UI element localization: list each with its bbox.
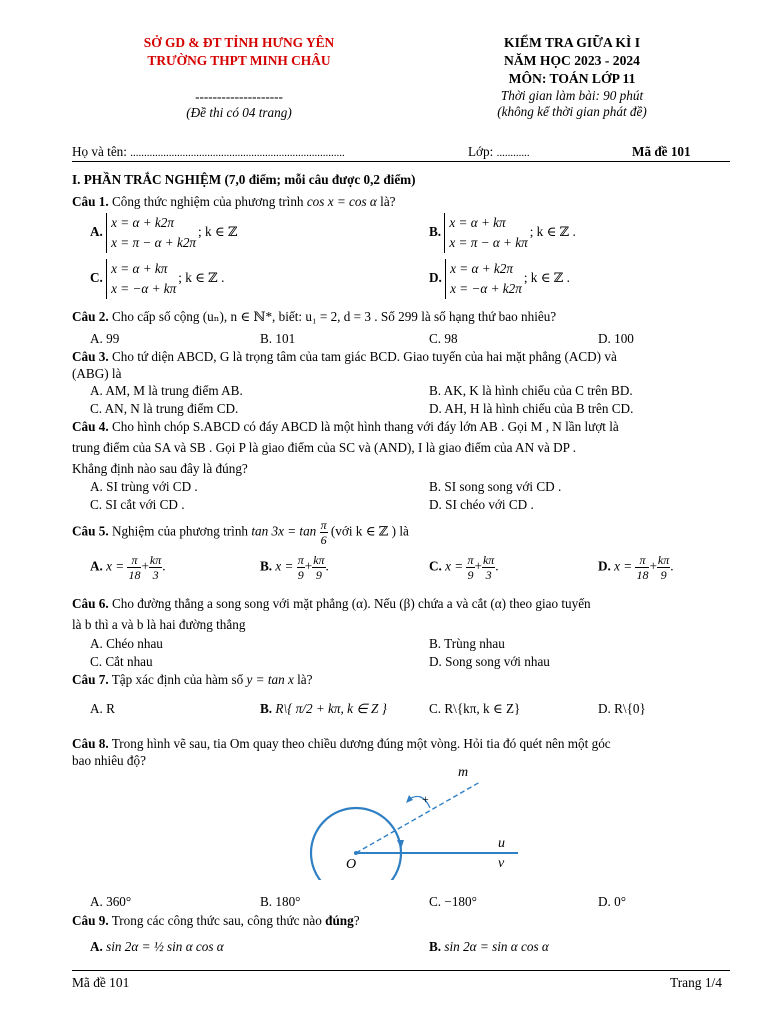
q5-d-d1: 18: [636, 568, 649, 582]
q1-c-k: ; k ∈ ℤ .: [178, 270, 225, 286]
q5-a-frac1: [127, 553, 141, 582]
q2-option-b[interactable]: B. 101: [260, 331, 296, 346]
q2-option-a[interactable]: A. 99: [90, 331, 120, 346]
q7-option-a[interactable]: A. R: [90, 701, 115, 716]
q3-option-b[interactable]: B. AK, K là hình chiếu của C trên BD.: [429, 383, 633, 398]
q9-label: Câu 9.: [72, 913, 109, 928]
q1-d-row1: x = α + k2π: [450, 261, 513, 276]
label-o: O: [346, 857, 357, 872]
q1-option-b[interactable]: [429, 213, 576, 253]
label-plus: +: [422, 792, 429, 806]
q4-option-c[interactable]: C. SI cắt với CD .: [90, 497, 185, 512]
q9-a-letter: A.: [90, 939, 103, 954]
q5-d-d2: 9: [660, 568, 667, 582]
q1-label: Câu 1.: [72, 194, 109, 209]
q5-d-letter: D.: [598, 558, 611, 574]
q8-figure: [300, 760, 540, 880]
school-year: NĂM HỌC 2023 - 2024: [504, 53, 640, 68]
header-dashes: --------------------: [195, 89, 283, 104]
q5-d-frac1: [635, 553, 649, 582]
school-name: TRƯỜNG THPT MINH CHÂU: [147, 53, 331, 68]
q6-option-a[interactable]: A. Chéo nhau: [90, 636, 163, 651]
q4-option-d[interactable]: D. SI chéo với CD .: [429, 497, 534, 512]
q3-label: Câu 3.: [72, 349, 109, 364]
circle-arrow-icon: [397, 840, 404, 849]
q5-b-n1: π: [297, 553, 304, 567]
q5-c-n2: kπ: [482, 553, 495, 567]
q7-equation: y = tan x: [246, 672, 294, 687]
q1-b-k: ; k ∈ ℤ .: [529, 224, 576, 240]
q5-c-n1: π: [467, 553, 474, 567]
question-9: [72, 913, 732, 929]
q5-frac: [320, 518, 328, 547]
q2-label: Câu 2.: [72, 309, 109, 324]
q8-line1: Trong hình vẽ sau, tia Om quay theo chiều dương đúng một vòng. Hỏi tia đó quét nên một góc: [111, 736, 611, 751]
q1-d-system: [445, 259, 522, 299]
q1-text: Công thức nghiệm của phương trình: [111, 194, 304, 209]
q5-c-frac2: [482, 553, 495, 582]
q1-b-row2: x = π − α + kπ: [449, 235, 528, 250]
ray-om: [356, 782, 480, 853]
name-dots: ..............................................................................: [130, 147, 345, 159]
q5-label: Câu 5.: [72, 523, 109, 539]
question-5: [72, 518, 732, 547]
q2-option-d[interactable]: D. 100: [598, 331, 634, 346]
q5-a-n1: π: [127, 553, 141, 568]
q5-a-n2: kπ: [149, 553, 162, 567]
q5-d-n1: π: [635, 553, 649, 568]
q5-text: Nghiệm của phương trình: [111, 523, 249, 539]
q1-option-a[interactable]: [90, 213, 238, 253]
q7-b-letter: B.: [260, 701, 273, 716]
q9-text: Trong các công thức sau, công thức nào: [111, 913, 322, 928]
q9-b-expr: sin 2α = sin α cos α: [444, 939, 549, 954]
question-4: [72, 419, 732, 435]
label-m: m: [458, 765, 469, 780]
q1-option-d[interactable]: [429, 259, 570, 299]
q9-option-a[interactable]: [90, 939, 224, 955]
time-note: (không kể thời gian phát đề): [497, 104, 647, 120]
q8-label: Câu 8.: [72, 736, 109, 751]
q3-option-d[interactable]: D. AH, H là hình chiếu của B trên CD.: [429, 401, 634, 416]
q1-tail: là?: [380, 194, 396, 209]
q6-option-b[interactable]: B. Trùng nhau: [429, 636, 505, 651]
q6-option-d[interactable]: D. Song song với nhau: [429, 654, 550, 669]
class-field: [468, 144, 530, 160]
header-rule: [72, 161, 730, 162]
q4-label: Câu 4.: [72, 419, 109, 434]
q7-option-d[interactable]: D. R\{0}: [598, 701, 646, 716]
q5-equation: tan 3x = tan: [251, 523, 317, 539]
q1-equation: cos x = cos α: [306, 194, 377, 209]
q1-a-letter: A.: [90, 224, 103, 240]
q5-c-d2: 3: [485, 568, 492, 582]
q7-tail: là?: [297, 672, 313, 687]
exam-title: KIỂM TRA GIỮA KÌ I: [504, 35, 640, 50]
q4-line2: trung điểm của SA và SB . Gọi P là giao điểm của SC và (AND), I là giao điểm của AN và DP .: [72, 440, 577, 455]
q3-option-a[interactable]: A. AM, M là trung điểm AB.: [90, 383, 243, 398]
q7-option-b[interactable]: [260, 701, 387, 717]
q5-b-n2: kπ: [313, 553, 325, 567]
q3-line2: (ABG) là: [72, 366, 122, 381]
q1-a-row2: x = π − α + k2π: [111, 235, 197, 250]
q1-c-row2: x = −α + kπ: [111, 281, 177, 296]
q5-option-b[interactable]: B. x = $\frac{\pi}{9}$ + $\frac{k\pi}{9}$ .: [260, 553, 329, 582]
footer-rule: [72, 970, 730, 971]
label-u: u: [498, 836, 505, 851]
q9-a-expr: sin 2α = ½ sin α cos α: [106, 939, 224, 954]
q5-b-d1: 9: [297, 568, 304, 582]
q5-a-d1: 18: [128, 568, 141, 582]
question-1: [72, 194, 732, 210]
q2-option-c[interactable]: C. 98: [429, 331, 458, 346]
q5-option-a[interactable]: A. x = $\frac{\pi}{18}$ + $\frac{k\pi}{3}$ .: [90, 553, 166, 582]
q1-option-c[interactable]: [90, 259, 224, 299]
q5-c-frac1: [466, 553, 474, 582]
department-name: SỞ GD & ĐT TỈNH HƯNG YÊN: [143, 35, 335, 50]
q5-frac-den: 6: [320, 533, 327, 547]
question-7: [72, 672, 732, 688]
q8-option-b[interactable]: B. 180°: [260, 894, 301, 909]
label-v: v: [498, 856, 505, 871]
q1-c-system: [106, 259, 176, 299]
question-8: [72, 736, 732, 752]
q6-line1: Cho đường thẳng a song song với mặt phẳng (α). Nếu (β) chứa a và cắt (α) theo giao tuyến: [111, 596, 591, 611]
q1-d-row2: x = −α + k2π: [450, 281, 522, 296]
section-title: I. PHẦN TRẮC NGHIỆM (7,0 điểm; mỗi câu được 0,2 điểm): [72, 172, 416, 187]
q5-d-frac2: [657, 553, 670, 582]
page-count-note: (Đề thi có 04 trang): [186, 105, 292, 121]
q3-line1: Cho tứ diện ABCD, G là trọng tâm của tam giác BCD. Giao tuyến của hai mặt phẳng (ACD) và: [111, 349, 617, 364]
q5-option-c[interactable]: C. x = $\frac{\pi}{9}$ + $\frac{k\pi}{3}$ .: [429, 553, 499, 582]
q5-c-letter: C.: [429, 558, 442, 574]
q7-text: Tập xác định của hàm số: [111, 672, 244, 687]
q2-text: Cho cấp số cộng (uₙ), n ∈ ℕ*, biết: u₁ = 2, d = 3 . Số 299 là số hạng thứ bao nhiêu?: [111, 309, 557, 324]
footer-page: Trang 1/4: [670, 975, 722, 990]
q7-label: Câu 7.: [72, 672, 109, 687]
header-right: [452, 34, 692, 120]
q5-d-n2: kπ: [657, 553, 670, 567]
name-label: Họ và tên:: [72, 144, 127, 159]
footer-code: Mã đề 101: [72, 975, 130, 990]
question-6: [72, 596, 732, 612]
subject: MÔN: TOÁN LỚP 11: [508, 71, 636, 86]
student-info-line: [72, 144, 732, 160]
q9-option-b[interactable]: [429, 939, 549, 955]
q7-option-c[interactable]: C. R\{kπ, k ∈ Z}: [429, 701, 521, 716]
time-limit: Thời gian làm bài: 90 phút: [500, 88, 644, 103]
q8-line2: bao nhiêu độ?: [72, 753, 146, 768]
q3-option-c[interactable]: C. AN, N là trung điểm CD.: [90, 401, 239, 416]
q5-c-d1: 9: [467, 568, 474, 582]
q1-b-system: [444, 213, 527, 253]
q8-option-d[interactable]: D. 0°: [598, 894, 626, 909]
q5-a-letter: A.: [90, 558, 103, 574]
question-3: [72, 349, 732, 365]
q7-b-expr: R\{ π/2 + kπ, k ∈ Z }: [275, 701, 387, 716]
q1-b-letter: B.: [429, 224, 442, 240]
q6-label: Câu 6.: [72, 596, 109, 611]
q5-b-frac1: [297, 553, 305, 582]
q9-bold: đúng: [325, 913, 354, 928]
q6-option-c[interactable]: C. Cắt nhau: [90, 654, 153, 669]
q1-a-row1: x = α + k2π: [111, 215, 174, 230]
class-label: Lớp:: [468, 144, 494, 159]
q4-line1: Cho hình chóp S.ABCD có đáy ABCD là một hình thang với đáy lớn AB . Gọi M , N lần lượt là: [111, 419, 619, 434]
q5-frac-num: π: [320, 518, 327, 532]
q1-a-system: [106, 213, 196, 253]
origin-point: [354, 851, 358, 855]
arc-arrow-icon: [406, 795, 413, 803]
exam-code: Mã đề 101: [632, 144, 691, 159]
q1-b-row1: x = α + kπ: [449, 215, 506, 230]
header-left: [108, 34, 370, 121]
question-2: [72, 309, 732, 325]
q1-a-k: ; k ∈ ℤ: [198, 224, 238, 240]
q1-c-row1: x = α + kπ: [111, 261, 168, 276]
q4-line3: Khẳng định nào sau đây là đúng?: [72, 461, 248, 476]
q5-tail: (với k ∈ ℤ ) là: [330, 523, 409, 539]
q1-d-k: ; k ∈ ℤ .: [523, 270, 570, 286]
q4-option-b[interactable]: B. SI song song với CD .: [429, 479, 562, 494]
q1-c-letter: C.: [90, 270, 103, 286]
q8-option-a[interactable]: A. 360°: [90, 894, 132, 909]
q5-b-letter: B.: [260, 558, 273, 574]
q5-b-frac2: [312, 553, 325, 582]
q1-d-letter: D.: [429, 270, 442, 286]
q5-option-d[interactable]: D. x = $\frac{\pi}{18}$ + $\frac{k\pi}{9}$ .: [598, 553, 674, 582]
class-dots: ............: [496, 147, 530, 159]
q5-a-d2: 3: [152, 568, 159, 582]
q9-b-letter: B.: [429, 939, 442, 954]
q8-option-c[interactable]: C. −180°: [429, 894, 477, 909]
q5-b-d2: 9: [315, 568, 322, 582]
q9-tail: ?: [353, 913, 360, 928]
q5-a-frac2: [149, 553, 162, 582]
q6-line2: là b thì a và b là hai đường thẳng: [72, 617, 246, 632]
q4-option-a[interactable]: A. SI trùng với CD .: [90, 479, 198, 494]
